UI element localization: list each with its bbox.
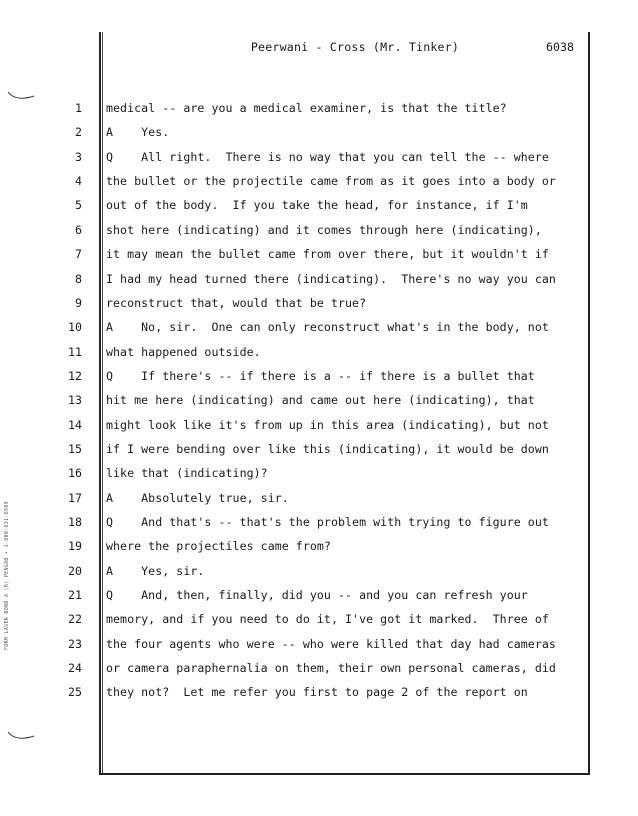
transcript-line: what happened outside. [106,344,261,359]
transcript-line: shot here (indicating) and it comes through here (indicating), [106,222,542,237]
transcript-line: the four agents who were -- who were killed that day had cameras [106,636,556,651]
line-number: 17 [68,490,82,505]
transcript-line: Q If there's -- if there is a -- if there is a bullet that [106,368,535,383]
line-number: 21 [68,588,82,602]
transcript-line: medical -- are you a medical examiner, is that the title? [106,101,507,115]
line-number: 13 [68,393,82,408]
transcript-line: A No, sir. One can only reconstruct what's in the body, not [106,320,549,335]
punch-hole-mark-bottom [6,728,36,744]
line-number: 1 [75,101,82,115]
transcript-line: A Yes. [106,125,170,140]
line-number: 18 [68,515,82,529]
line-number: 10 [68,320,82,335]
line-number: 7 [75,247,82,262]
line-number: 3 [75,149,82,164]
transcript-line: might look like it's from up in this area (indicating), but not [106,417,549,432]
transcript-line: if I were bending over like this (indicating), it would be down [106,441,549,456]
transcript-line: Q And, then, finally, did you -- and you can refresh your [106,588,528,602]
line-number: 19 [68,539,82,554]
transcript-line: reconstruct that, would that be true? [106,295,367,310]
transcript-line: they not? Let me refer you first to page 2 of the report on [106,685,528,700]
transcript-line: memory, and if you need to do it, I've got it marked. Three of [106,612,549,627]
transcript-line: like that (indicating)? [106,466,268,481]
frame-left-inner-rule [102,32,103,775]
line-number: 25 [68,685,82,700]
line-number: 12 [68,368,82,383]
transcript-line: hit me here (indicating) and came out here (indicating), that [106,393,535,408]
transcript-line: where the projectiles came from? [106,539,331,554]
transcript-line: the bullet or the projectile came from as it goes into a body or [106,174,556,189]
line-number: 23 [68,636,82,651]
transcript-line: I had my head turned there (indicating). There's no way you can [106,271,556,286]
punch-hole-mark-top [6,88,36,104]
frame-left-rule [99,32,101,775]
line-number: 15 [68,441,82,456]
line-number: 11 [68,344,82,359]
transcript-line: Q All right. There is no way that you can tell the -- where [106,149,549,164]
frame-right-rule [588,32,590,775]
line-number: 20 [68,563,82,578]
transcript-line: out of the body. If you take the head, for instance, if I'm [106,198,528,213]
line-number: 2 [75,125,82,140]
transcript-line: or camera paraphernalia on them, their own personal cameras, did [106,661,556,676]
transcript-line: it may mean the bullet came from over there, but it wouldn't if [106,247,549,262]
line-number: 6 [75,222,82,237]
line-number: 9 [75,295,82,310]
line-number: 5 [75,198,82,213]
transcript-line: A Absolutely true, sir. [106,490,289,505]
line-number: 4 [75,174,82,189]
line-number: 22 [68,612,82,627]
line-number: 24 [68,661,82,676]
frame-bottom-rule [99,773,590,775]
transcript-line: Q And that's -- that's the problem with trying to figure out [106,515,549,529]
page-header-title: Peerwani - Cross (Mr. Tinker) [250,40,460,54]
transcript-line: A Yes, sir. [106,563,205,578]
line-number: 8 [75,271,82,286]
page-number: 6038 [546,40,574,54]
line-number: 14 [68,417,82,432]
margin-form-print: FORM LASER BOND A (R) PENGAD • 1-800-631-6989 [4,501,10,650]
line-number: 16 [68,466,82,481]
